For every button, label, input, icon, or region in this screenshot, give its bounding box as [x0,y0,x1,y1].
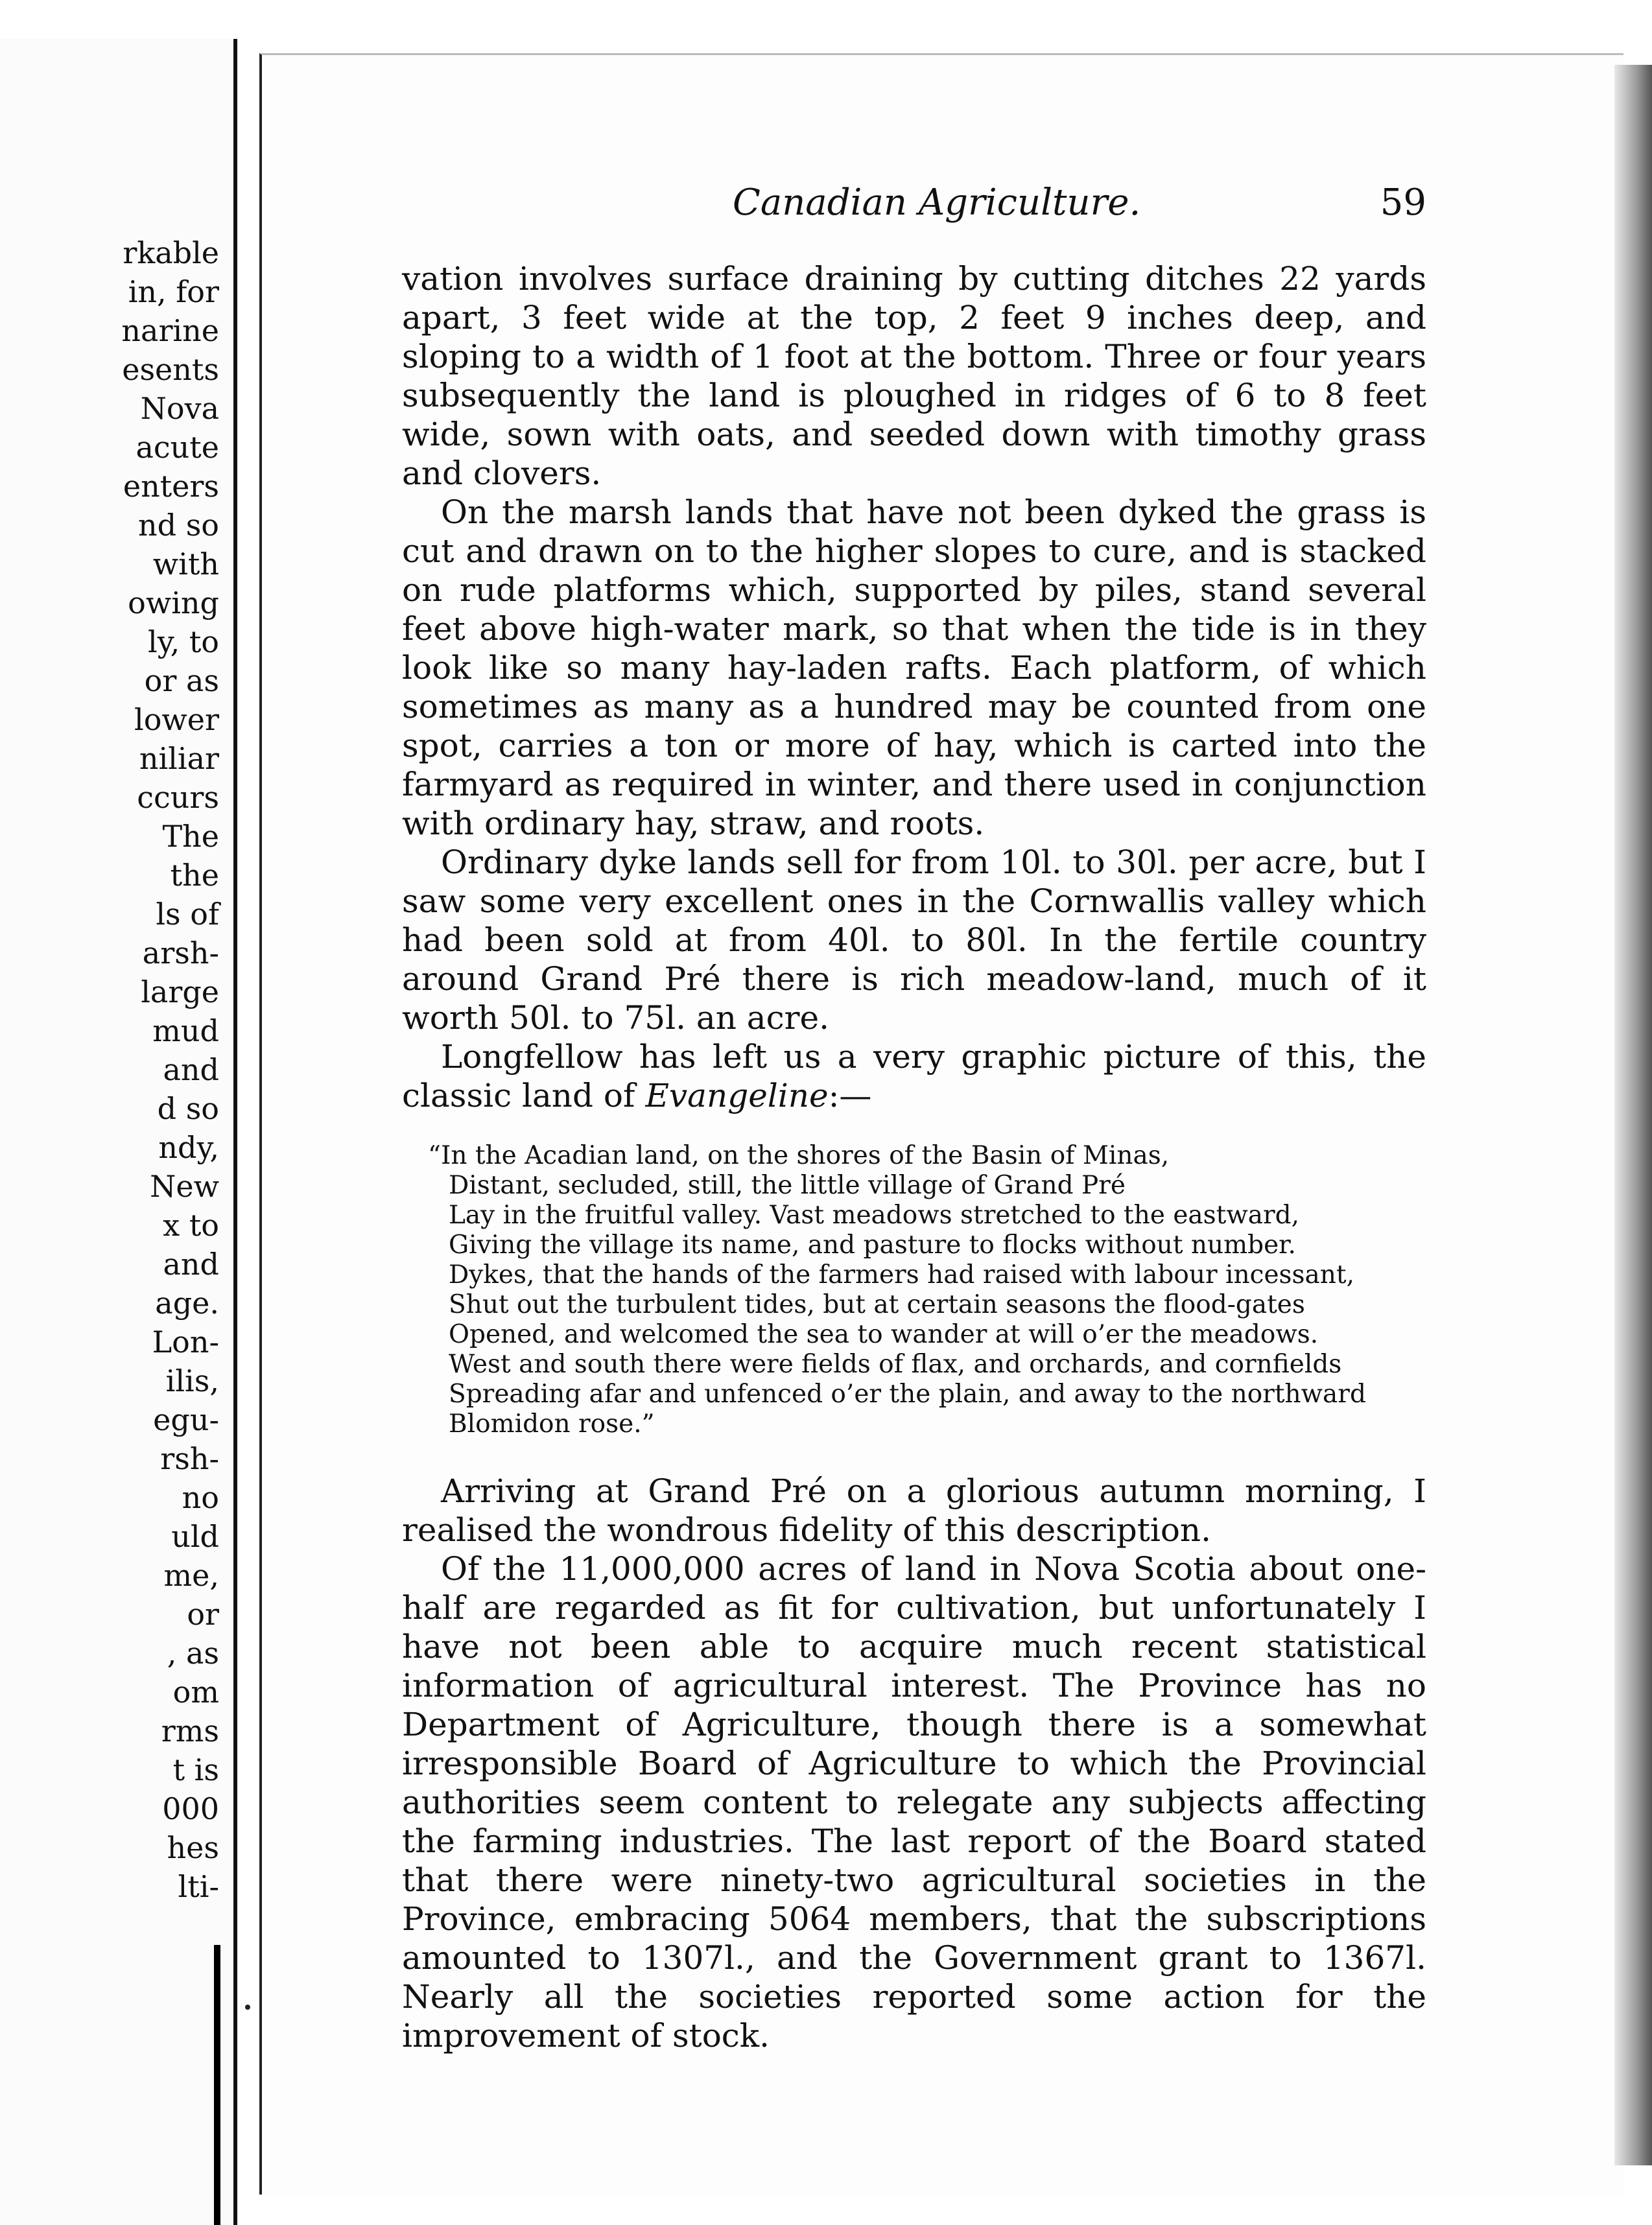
left-page-text-fragment: and [163,1052,219,1087]
left-page-text-fragment: and [163,1247,219,1282]
left-page-text-fragment: nd so [138,508,219,543]
left-page-text-fragment: Lon- [152,1324,219,1360]
left-page-text-fragment: rms [161,1713,219,1748]
paragraph: Arriving at Grand Pré on a glorious autumn morning, I realised the wondrous fidelity of this description. [402,1472,1426,1549]
left-page-text-fragment: ndy, [158,1130,219,1165]
block-quote [428,1141,1426,1439]
left-page-text-fragment: narine [121,313,219,348]
left-page-text-fragment: enters [123,469,219,504]
left-page-text-fragment: om [172,1675,219,1710]
left-page-text-fragment: mud [152,1013,219,1048]
left-page-text-fragment: me, [163,1558,219,1593]
left-page-text-fragment: with [152,547,219,582]
paragraph: Of the 11,000,000 acres of land in Nova Scotia about one-half are regarded as fit for cultivation, but unfortunately I have not been able to acquire much recent statistical information of agricultural interest. The Province has no Department of Agriculture, though there is a somewhat irresponsible Board of Agriculture to which the Provincial authorities seem content to relegate any subjects affecting the farming industries. The last report of the Board stated that there were ninety-two agricultural societies in the Province, embracing 5064 members, that the subscriptions amounted to 1307l., and the Government grant to 1367l. Nearly all the societies reported some action for the improvement of stock. [402,1550,1426,2054]
page-header [726,182,1426,227]
left-page-text-fragment: ls of [156,897,219,932]
left-page-text-fragment: ly, to [147,624,219,659]
left-page-text-fragment: large [141,974,219,1009]
left-page-text-fragment: The [162,819,219,854]
quote-line: Giving the village its name, and pasture to flocks without number. [449,1230,1296,1260]
paragraph [402,1037,1426,1115]
left-page-text-fragment: rsh- [160,1441,219,1476]
left-page-text-fragment: ilis, [165,1363,219,1398]
quote-line: Spreading afar and unfenced o’er the plain, and away to the northward [449,1380,1366,1409]
left-page-text-fragment: or as [144,663,219,698]
left-page-text-fragment: or [187,1597,219,1632]
quote-line: “In the Acadian land, on the shores of the Basin of Minas, [428,1141,1170,1170]
paragraph: vation involves surface draining by cutting ditches 22 yards apart, 3 feet wide at the top, 2 feet 9 inches deep, and sloping to a width of 1 foot at the bottom. Three or four years subsequently the land is ploughed in ridges of 6 to 8 feet wide, sown with oats, and seeded down with timothy grass and clovers. [402,260,1426,492]
left-page-text-fragment: d so [157,1091,219,1126]
page-edge-shadow [1614,65,1652,2165]
left-page-text-fragment: 000 [162,1791,219,1826]
left-page-text-fragment: acute [136,430,219,465]
left-page-text-fragment: no [182,1480,219,1515]
quote-line: Dykes, that the hands of the farmers had raised with labour incessant, [449,1260,1354,1289]
left-page-text-fragment: , as [167,1636,219,1671]
left-page-text-fragment: lti- [178,1869,219,1904]
paragraph: Ordinary dyke lands sell for from 10l. to 30l. per acre, but I saw some very excellent ones in the Cornwallis valley which had been sold at from 40l. to 80l. In the fertile country around Grand Pré there is rich meadow-land, much of it worth 50l. to 75l. an acre. [402,843,1426,1037]
left-page-text-fragment: uld [171,1519,219,1554]
left-page-text-fragment: rkable [123,235,219,270]
left-page-text-fragment: lower [134,702,219,737]
quote-line: Blomidon rose.” [449,1409,655,1439]
left-page-text-fragment: New [150,1169,219,1204]
left-page-text-fragment: niliar [139,741,219,776]
left-page-text-fragment: hes [167,1830,219,1865]
speck [245,2005,250,2010]
left-page-text-fragment: arsh- [142,936,219,971]
left-page-text-fragment: the [170,858,219,893]
quote-line: Opened, and welcomed the sea to wander at will o’er the meadows. [449,1320,1319,1349]
left-page-text-fragment: egu- [153,1402,219,1437]
left-page-text-fragment: x to [163,1208,219,1243]
poem-title: Evangeline [645,1077,829,1114]
paragraph-text: Longfellow has left us a very graphic picture of this, the classic land of [402,1038,1426,1114]
left-page-text-fragment: in, for [128,274,219,309]
left-page-edge [0,39,237,2225]
left-page-text-fragment: t is [172,1752,219,1787]
quote-line: West and south there were fields of flax, and orchards, and cornfields [449,1350,1342,1379]
quote-line: Lay in the fruitful valley. Vast meadows stretched to the eastward, [449,1201,1299,1230]
quote-line: Shut out the turbulent tides, but at certain seasons the flood-gates [449,1290,1305,1319]
left-page-text-fragment: ccurs [137,780,219,815]
running-title: Canadian Agriculture. [733,182,1141,224]
left-page-text-fragment: Nova [140,391,219,426]
main-text [402,259,1426,2055]
quote-line: Distant, secluded, still, the little village of Grand Pré [449,1171,1126,1200]
page-number: 59 [1380,182,1426,224]
left-page-text-fragment: owing [128,585,219,620]
left-page-text-fragment: esents [122,352,219,387]
paragraph: On the marsh lands that have not been dyked the grass is cut and drawn on to the higher slopes to cure, and is stacked on rude platforms which, supported by piles, stand several feet above high-water mark, so that when the tide is in they look like so many hay-laden rafts. Each platform, of which sometimes as many as a hundred may be counted from one spot, carries a ton or more of hay, which is carted into the farmyard as required in winter, and there used in conjunction with ordinary hay, straw, and roots. [402,493,1426,842]
left-page-text-fragment: age. [155,1286,219,1321]
binding-edge [214,1945,220,2225]
paragraph-text: :— [828,1077,872,1114]
